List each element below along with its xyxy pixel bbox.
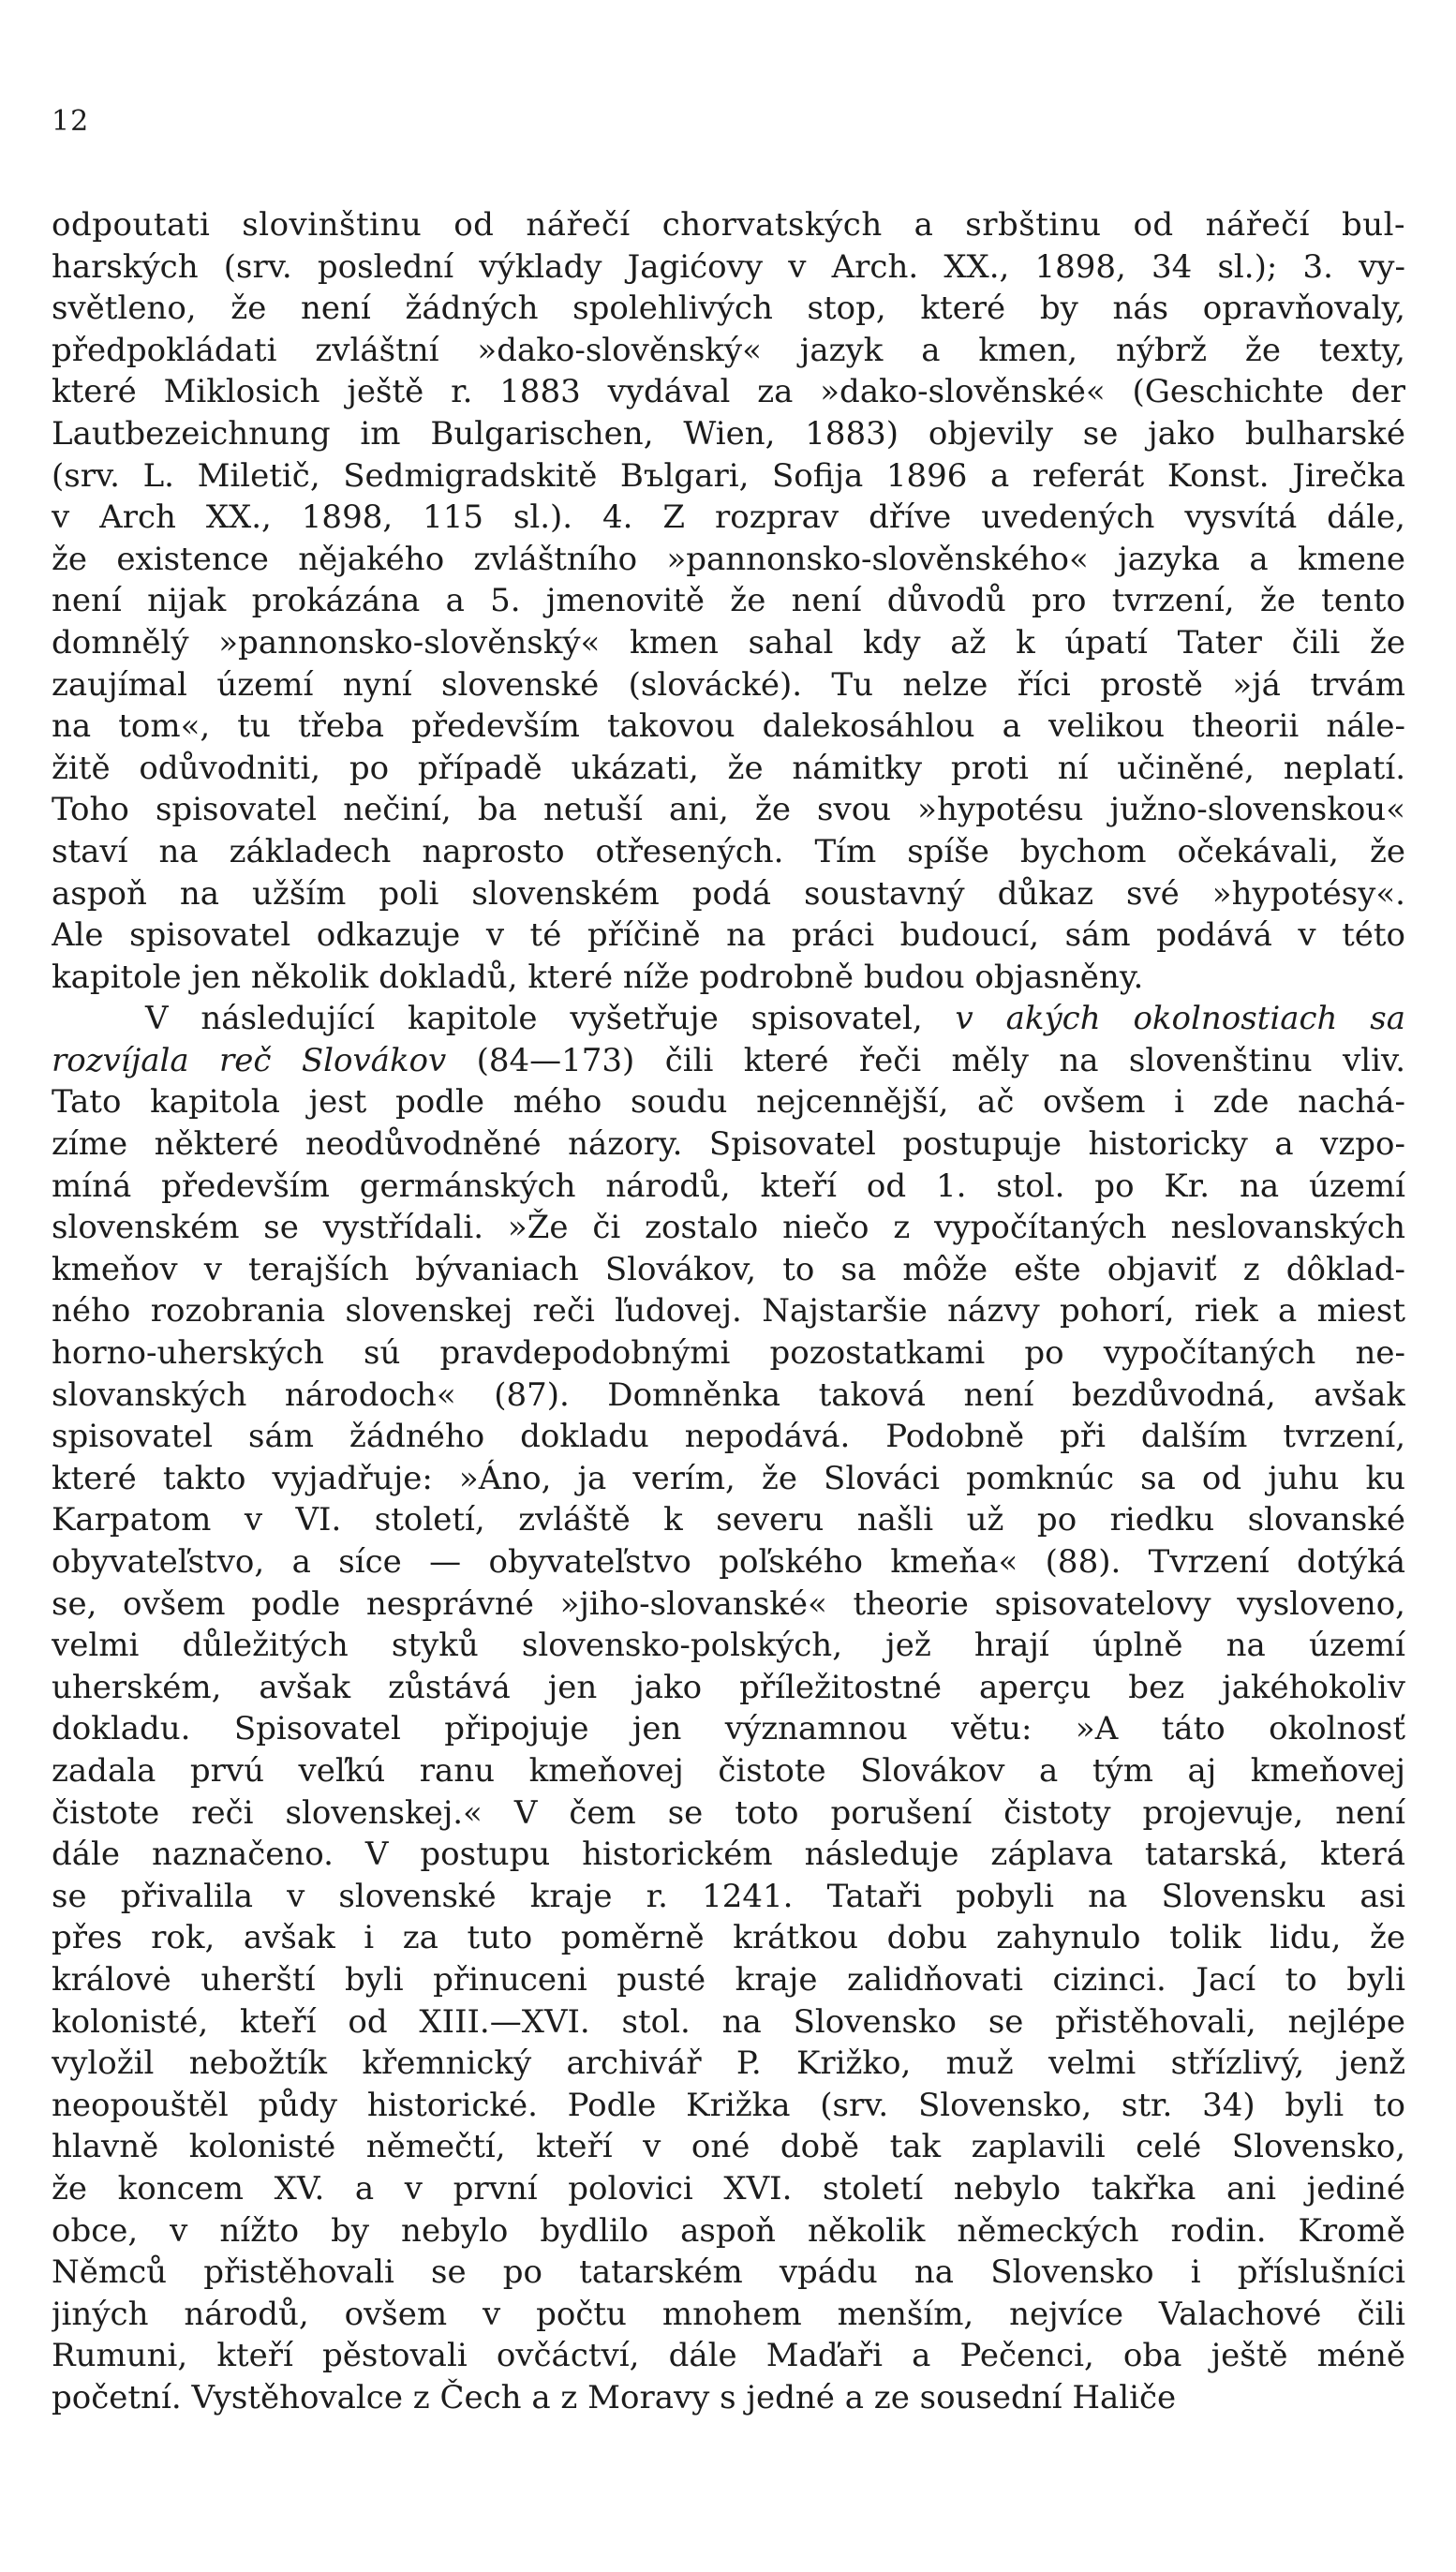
text-line: královė uherští byli přinuceni pusté kraje zalidňovati cizinci. Jací to byli (52, 1960, 1405, 1999)
text-line: se, ovšem podle nesprávné »jiho-slovanské« theorie spisovatelovy vysloveno, (52, 1584, 1405, 1623)
text-line: uherském, avšak zůstává jen jako příležitostné aperçu bez jakéhokoliv (52, 1668, 1405, 1706)
text-line: v Arch XX., 1898, 115 sl.). 4. Z rozprav dříve uvedených vysvítá dále, (52, 498, 1405, 537)
text-line: hlavně kolonisté němečtí, kteří v oné době tak zaplavili celé Slovensko, (52, 2128, 1405, 2166)
text-line (52, 998, 1405, 1040)
text-line: Tato kapitola jest podle mého soudu nejcennější, ač ovšem i zde nachá- (52, 1083, 1405, 1122)
body-text (52, 204, 1405, 2418)
text-line: které Miklosich ještě r. 1883 vydával za »dako-slověnské« (Geschichte der (52, 373, 1405, 411)
text-line: dokladu. Spisovatel připojuje jen významnou větu: »A táto okolnosť (52, 1710, 1405, 1748)
text-line: světleno, že není žádných spolehlivých stop, které by nás opravňovaly, (52, 290, 1405, 328)
text-line: neopouštěl půdy historické. Podle Križka (srv. Slovensko, str. 34) byli to (52, 2086, 1405, 2124)
text-line: že koncem XV. a v první polovici XVI. století nebylo takřka ani jediné (52, 2169, 1405, 2208)
text-line: přes rok, avšak i za tuto poměrně krátkou dobu zahynulo tolik lidu, že (52, 1919, 1405, 1957)
italic-title: rozvíjala reč Slovákov (52, 1041, 447, 1079)
text-line: kolonisté, kteří od XIII.—XVI. stol. na Slovensko se přistěhovali, nejlépe (52, 2002, 1405, 2041)
text-line: kmeňov v terajších bývaniach Slovákov, to sa môže ešte objaviť z dôklad- (52, 1250, 1405, 1288)
text-segment: (84—173) čili které řeči měly na slovenštinu vliv. (446, 1041, 1405, 1079)
text-line: obce, v nížto by nebylo bydlilo aspoň několik německých rodin. Kromě (52, 2211, 1405, 2250)
text-line: obyvateľstvo, a síce — obyvateľstvo poľského kmeňa« (88). Tvrzení dotýká (52, 1543, 1405, 1581)
text-line: Karpatom v VI. století, zvláště k severu našli už po riedku slovanské (52, 1501, 1405, 1539)
text-line: žitě odůvodniti, po případě ukázati, že námitky proti ní učiněné, neplatí. (52, 749, 1405, 787)
text-line: (srv. L. Miletič, Sedmigradskitě Bъlgari, Sofija 1896 a referát Konst. Jirečka (52, 456, 1405, 495)
text-line: ného rozobrania slovenskej reči ľudovej. Najstaršie názvy pohorí, riek a miest (52, 1292, 1405, 1331)
text-line: Lautbezeichnung im Bulgarischen, Wien, 1883) objevily se jako bulharské (52, 414, 1405, 453)
text-line: Toho spisovatel nečiní, ba netuší ani, že svou »hypotésu južno-slovenskou« (52, 791, 1405, 829)
text-line: Němců přistěhovali se po tatarském vpádu na Slovensko i příslušníci (52, 2253, 1405, 2292)
text-line: slovanských národoch« (87). Domněnka taková není bezdůvodná, avšak (52, 1375, 1405, 1414)
text-segment: V následující kapitole vyšetřuje spisovatel, (145, 1000, 956, 1038)
text-line: zíme některé neodůvodněné názory. Spisovatel postupuje historicky a vzpo- (52, 1125, 1405, 1164)
text-line: vyložil nebožtík křemnický archivář P. Križko, muž velmi střízlivý, jenž (52, 2044, 1405, 2083)
text-line: spisovatel sám žádného dokladu nepodává. Podobně při dalším tvrzení, (52, 1418, 1405, 1456)
text-line: domnělý »pannonsko-slověnský« kmen sahal kdy až k úpatí Tater čili že (52, 623, 1405, 662)
text-line (52, 1040, 1405, 1082)
text-line: odpoutati slovinštinu od nářečí chorvatských a srbštinu od nářečí bul- (52, 206, 1405, 244)
text-line: početní. Vystěhovalce z Čech a z Moravy s jedné a ze sousední Haliče (52, 2378, 1177, 2416)
text-line: se přivalila v slovenské kraje r. 1241. Tataři pobyli na Slovensku asi (52, 1877, 1405, 1915)
page-number: 12 (52, 105, 90, 138)
text-line: předpokládati zvláštní »dako-slověnský« jazyk a kmen, nýbrž že texty, (52, 331, 1405, 369)
text-line: není nijak prokázána a 5. jmenovitě že není důvodů pro tvrzení, že tento (52, 582, 1405, 620)
text-line: čistote reči slovenskej.« V čem se toto porušení čistoty projevuje, není (52, 1793, 1405, 1832)
italic-title: v akých okolnostiach sa (955, 1000, 1405, 1038)
text-line: staví na základech naprosto otřesených. Tím spíše bychom očekávali, že (52, 832, 1405, 870)
text-line: na tom«, tu třeba především takovou dalekosáhlou a velikou theorii nále- (52, 707, 1405, 746)
text-line: slovenském se vystřídali. »Že či zostalo niečo z vypočítaných neslovanských (52, 1209, 1405, 1247)
text-line: Ale spisovatel odkazuje v té příčině na práci budoucí, sám podává v této (52, 916, 1405, 955)
text-line: velmi důležitých styků slovensko-polských, jež hrají úplně na území (52, 1627, 1405, 1665)
text-line: jiných národů, ovšem v počtu mnohem menším, nejvíce Valachové čili (52, 2295, 1405, 2333)
text-line: aspoň na užším poli slovenském podá soustavný důkaz své »hypotésy«. (52, 874, 1405, 913)
text-line: horno-uherských sú pravdepodobnými pozostatkami po vypočítaných ne- (52, 1334, 1405, 1373)
text-line: zadala prvú veľkú ranu kmeňovej čistote Slovákov a tým aj kmeňovej (52, 1751, 1405, 1790)
text-line: které takto vyjadřuje: »Áno, ja verím, že Slováci pomknúc sa od juhu ku (52, 1459, 1405, 1497)
text-line: Rumuni, kteří pěstovali ovčáctví, dále Maďaři a Pečenci, oba ještě méně (52, 2337, 1405, 2375)
text-line: míná především germánských národů, kteří od 1. stol. po Kr. na území (52, 1167, 1405, 1205)
text-line: zaujímal území nyní slovenské (slovácké). Tu nelze říci prostě »já trvám (52, 665, 1405, 704)
text-line: harských (srv. poslední výklady Jagićovy v Arch. XX., 1898, 34 sl.); 3. vy- (52, 247, 1405, 286)
text-line: kapitole jen několik dokladů, které níže podrobně budou objasněny. (52, 958, 1144, 996)
text-line: dále naznačeno. V postupu historickém následuje záplava tatarská, která (52, 1836, 1405, 1874)
text-line: že existence nějakého zvláštního »pannonsko-slověnského« jazyka a kmene (52, 540, 1405, 578)
